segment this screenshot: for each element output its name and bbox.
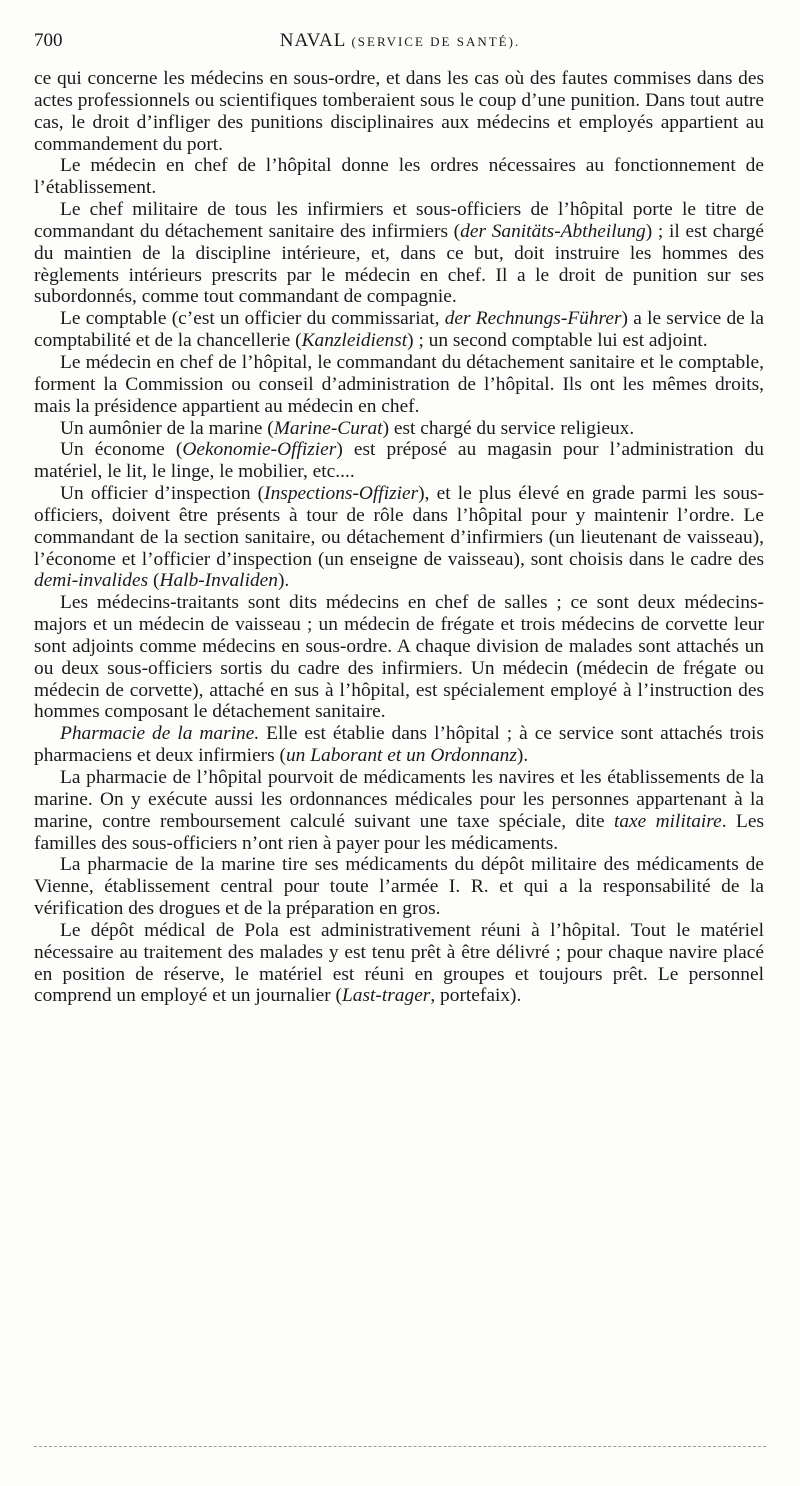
- page-header: [34, 30, 766, 58]
- italic-text: demi-invalides: [34, 570, 149, 592]
- text-run: ) est préposé au magasin pour l’administration du matériel, le lit, le linge, le mobilier, etc....: [34, 439, 764, 483]
- text-run: ce qui concerne les médecins en sous-ordre, et dans les cas où des fautes commises dans des actes professionnels ou scientifiques tomberaient sous le coup d’une punition. Dans tout autre cas, le droit d’infliger des punitions disciplinaires aux médecins et employés appartient au commandement du port.: [34, 68, 764, 155]
- paragraph: [34, 767, 764, 854]
- paragraph: [34, 592, 764, 723]
- text-run: , portefaix).: [430, 985, 522, 1007]
- paragraph: [34, 439, 764, 483]
- text-run: Le chef militaire de tous les infirmiers et sous-officiers de l’hôpital porte le titre de commandant du détachement sanitaire des infirmiers (: [34, 199, 764, 242]
- text-run: La pharmacie de la marine tire ses médicaments du dépôt militaire des médicaments de Vienne, établissement central pour toute l’armée I. R. et qui a la responsabilité de la vérification des drogues et de la préparation en gros.: [34, 854, 764, 920]
- text-run: ) ; un second comptable lui est adjoint.: [407, 330, 708, 352]
- paragraph: [34, 920, 764, 1007]
- text-run: Les médecins-traitants sont dits médecins en chef de salles ; ce sont deux médecins-majors et un médecin de vaisseau ; un médecin de frégate et trois médecins de corvette leur sont adjoints comme médecins en sous-ordre. A chaque division de malades sont attachés un ou deux sous-officiers sortis du cadre des infirmiers. Un médecin (médecin de frégate ou médecin de corvette), attaché en sus à l’hôpital, est spécialement employé à l’instruction des hommes composant le détachement sanitaire.: [34, 592, 764, 723]
- page-number: 700: [34, 30, 63, 51]
- paragraph: [34, 352, 764, 418]
- running-head-subtitle: (SERVICE DE SANTÉ).: [351, 34, 521, 49]
- text-run: ) est chargé du service religieux.: [382, 417, 635, 439]
- text-run: ).: [516, 745, 529, 767]
- paragraph: [34, 418, 764, 440]
- text-run: Elle est établie dans l’hôpital ; à ce service sont attachés trois pharmaciens et deux infirmiers (: [34, 723, 764, 767]
- text-run: ), et le plus élevé en grade parmi les sous-officiers, doivent être présents à tour de rôle dans l’hôpital pour y maintenir l’ordre. Le commandant de la section sanitaire, ou détachement d’infirmiers (un lieutenant de vaisseau), l’économe et l’officier d’inspection (un enseigne de vaisseau), sont choisis dans le cadre des: [34, 483, 764, 570]
- body-text: [34, 68, 764, 1007]
- italic-text: Marine-Curat: [273, 417, 383, 439]
- paragraph: [34, 199, 764, 308]
- text-run: (: [148, 570, 160, 592]
- text-run: Le comptable (c’est un officier du commissariat,: [60, 308, 445, 330]
- italic-text: Pharmacie de la marine.: [60, 723, 260, 745]
- italic-text: der Rechnungs-Führer: [444, 308, 622, 330]
- paragraph: [34, 155, 764, 199]
- italic-text: un Laborant et un Ordonnanz: [285, 745, 517, 767]
- text-run: Un économe (: [60, 439, 183, 461]
- running-head-title: NAVAL: [279, 30, 346, 51]
- italic-text: Oekonomie-Offizier: [182, 439, 337, 461]
- italic-text: taxe militaire: [613, 810, 722, 832]
- italic-text: Inspections-Offizier: [264, 483, 419, 505]
- paragraph: [34, 723, 764, 767]
- text-run: ).: [277, 570, 290, 592]
- text-run: Le dépôt médical de Pola est administrativement réuni à l’hôpital. Tout le matériel nécessaire au traitement des malades y est tenu prêt à être délivré ; pour chaque navire placé en position de réserve, le matériel est réuni en groupes et toujours prêt. Le personnel comprend un employé et un journalier (: [34, 919, 764, 1007]
- italic-text: Last-trager: [342, 985, 431, 1007]
- italic-text: der Sanitäts-Abtheilung: [460, 220, 646, 242]
- text-run: ) ; il est chargé du maintien de la discipline intérieure, et, dans ce but, doit instruire les hommes des règlements intérieurs prescrits par le médecin en chef. Il a le droit de punition sur ses subordonnés, comme tout commandant de compagnie.: [34, 220, 765, 308]
- running-head: [34, 30, 766, 52]
- text-run: Un officier d’inspection (: [60, 483, 265, 505]
- paragraph: [34, 68, 764, 155]
- italic-text: Halb-Invaliden: [159, 570, 278, 592]
- text-run: La pharmacie de l’hôpital pourvoit de médicaments les navires et les établissements de la marine. On y exécute aussi les ordonnances médicales pour les personnes appartenant à la marine, contre remboursement calculé suivant une taxe spéciale, dite: [34, 767, 764, 832]
- footer-rule: [34, 1446, 766, 1447]
- text-run: ) a le service de la comptabilité et de la chancellerie (: [34, 308, 764, 352]
- text-run: Un aumônier de la marine (: [60, 417, 274, 439]
- italic-text: Kanzleidienst: [301, 330, 408, 352]
- paragraph: [34, 308, 764, 352]
- text-run: Le médecin en chef de l’hôpital, le commandant du détachement sanitaire et le comptable, forment la Commission ou conseil d’administration de l’hôpital. Ils ont les mêmes droits, mais la présidence appartient au médecin en chef.: [34, 351, 764, 417]
- text-run: Le médecin en chef de l’hôpital donne les ordres nécessaires au fonctionnement de l’établissement.: [34, 155, 764, 199]
- text-run: . Les familles des sous-officiers n’ont rien à payer pour les médicaments.: [34, 810, 764, 854]
- paragraph: [34, 854, 764, 920]
- paragraph: [34, 483, 764, 592]
